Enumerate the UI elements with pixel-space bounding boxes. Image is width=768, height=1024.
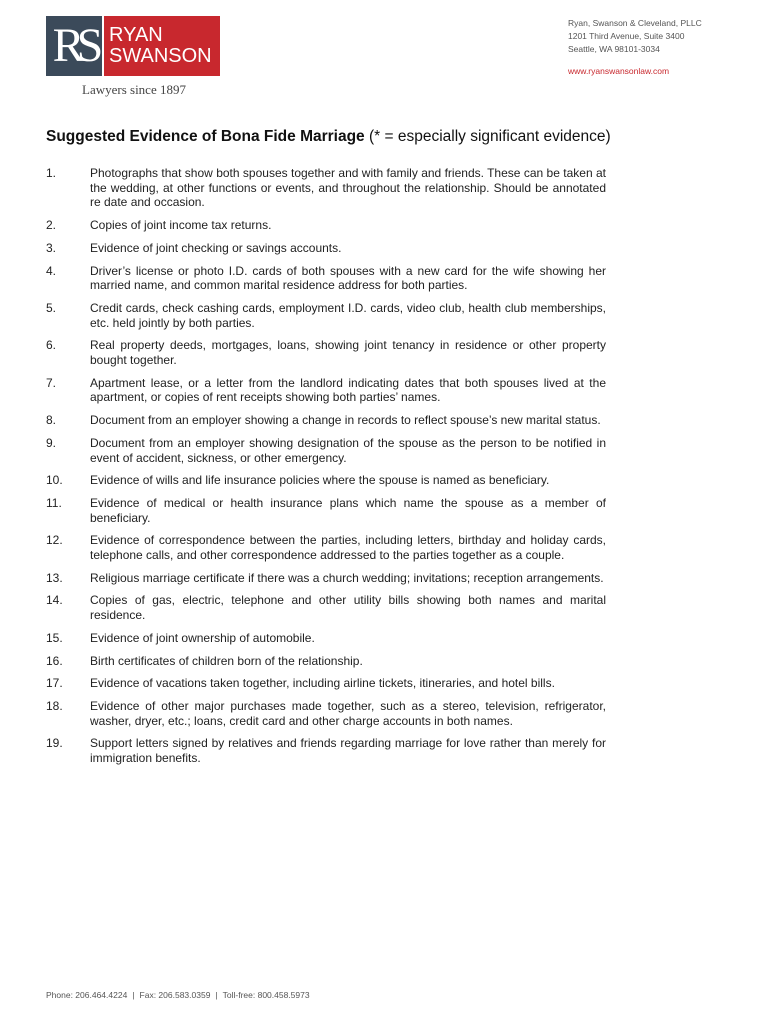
item-number: 11.	[46, 495, 62, 510]
item-text: Copies of gas, electric, telephone and other utility bills showing both names and marital residence.	[90, 593, 606, 623]
item-text: Document from an employer showing a change in records to reflect spouse’s new marital status.	[90, 413, 601, 428]
list-item	[46, 593, 606, 622]
item-number: 6.	[46, 338, 57, 353]
item-number: 14.	[46, 593, 63, 608]
item-text: Real property deeds, mortgages, loans, showing joint tenancy in residence or other property bought together.	[90, 338, 606, 368]
footer-separator: |	[132, 990, 135, 1000]
item-text: Driver’s license or photo I.D. cards of both spouses with a new card for the wife showing her married name, and common marital residence address for both parties.	[90, 263, 606, 293]
item-text: Support letters signed by relatives and friends regarding marriage for love rather than merely for immigration benefits.	[90, 736, 606, 766]
item-text: Birth certificates of children born of the relationship.	[90, 653, 363, 668]
item-text: Evidence of correspondence between the parties, including letters, birthday and holiday cards, telephone calls, and other correspondence addressed to the parties together as a couple.	[90, 533, 606, 563]
item-text: Evidence of other major purchases made together, such as a stereo, television, refrigerator, washer, dryer, etc.; loans, credit card and other charge accounts in both names.	[90, 698, 606, 728]
list-item	[46, 496, 606, 525]
item-text: Photographs that show both spouses together and with family and friends. These can be taken at the wedding, at other functions or events, and throughout the relationship. Should be annotated re date and occasion.	[90, 166, 606, 210]
list-item	[46, 413, 606, 428]
list-item	[46, 676, 606, 691]
list-item	[46, 699, 606, 728]
title-bold: Suggested Evidence of Bona Fide Marriage	[46, 128, 365, 145]
footer-tollfree: Toll-free: 800.458.5973	[222, 990, 310, 1000]
item-number: 9.	[46, 435, 57, 450]
list-item	[46, 473, 606, 488]
list-item	[46, 218, 606, 233]
list-item	[46, 571, 606, 586]
item-text: Document from an employer showing designation of the spouse as the person to be notified in event of accident, sickness, or other emergency.	[90, 435, 606, 465]
item-number: 3.	[46, 240, 57, 255]
logo-line-1: RYAN	[109, 24, 163, 46]
list-item	[46, 241, 606, 256]
website-link[interactable]: www.ryanswansonlaw.com	[568, 66, 670, 76]
firm-address	[568, 17, 758, 78]
logo-tagline: Lawyers since 1897	[82, 82, 186, 97]
item-text: Evidence of joint checking or savings accounts.	[90, 240, 342, 255]
item-number: 12.	[46, 533, 63, 548]
list-item	[46, 338, 606, 367]
list-item	[46, 264, 606, 293]
list-item	[46, 654, 606, 669]
logo-monogram: RS	[46, 16, 102, 76]
title-note: (* = especially significant evidence)	[364, 128, 611, 145]
item-number: 10.	[46, 473, 63, 488]
list-item	[46, 301, 606, 330]
evidence-list	[46, 166, 606, 774]
item-text: Evidence of vacations taken together, including airline tickets, itineraries, and hotel bills.	[90, 676, 555, 691]
item-text: Religious marriage certificate if there was a church wedding; invitations; reception arrangements.	[90, 570, 604, 585]
list-item	[46, 436, 606, 465]
address-city: Seattle, WA 98101-3034	[568, 44, 660, 54]
page-title	[46, 128, 736, 146]
list-item	[46, 166, 606, 210]
firm-logo	[46, 16, 220, 100]
item-number: 18.	[46, 698, 63, 713]
item-number: 4.	[46, 263, 57, 278]
address-street: 1201 Third Avenue, Suite 3400	[568, 31, 685, 41]
item-text: Apartment lease, or a letter from the landlord indicating dates that both spouses lived at the apartment, or copies of rent receipts showing both parties’ names.	[90, 375, 606, 405]
list-item	[46, 631, 606, 646]
item-number: 13.	[46, 570, 63, 585]
logo-line-2: SWANSON	[109, 45, 212, 67]
list-item	[46, 736, 606, 765]
item-number: 16.	[46, 653, 63, 668]
list-item	[46, 533, 606, 562]
item-number: 7.	[46, 375, 57, 390]
item-number: 17.	[46, 676, 63, 691]
item-text: Evidence of joint ownership of automobile.	[90, 630, 315, 645]
footer-contact	[46, 990, 310, 1000]
item-number: 15.	[46, 630, 63, 645]
item-text: Evidence of medical or health insurance plans which name the spouse as a member of beneficiary.	[90, 495, 606, 525]
footer-separator: |	[215, 990, 218, 1000]
item-number: 1.	[46, 166, 57, 180]
item-text: Copies of joint income tax returns.	[90, 218, 272, 233]
item-text: Credit cards, check cashing cards, employment I.D. cards, video club, health club memberships, etc. held jointly by both parties.	[90, 300, 606, 330]
list-item	[46, 376, 606, 405]
item-number: 5.	[46, 300, 57, 315]
logo-wordmark	[104, 16, 220, 76]
item-number: 2.	[46, 218, 57, 233]
item-text: Evidence of wills and life insurance policies where the spouse is named as beneficiary.	[90, 473, 550, 488]
address-firm: Ryan, Swanson & Cleveland, PLLC	[568, 18, 702, 28]
item-number: 8.	[46, 413, 57, 428]
footer-fax: Fax: 206.583.0359	[139, 990, 211, 1000]
item-number: 19.	[46, 736, 63, 751]
footer-phone: Phone: 206.464.4224	[46, 990, 128, 1000]
